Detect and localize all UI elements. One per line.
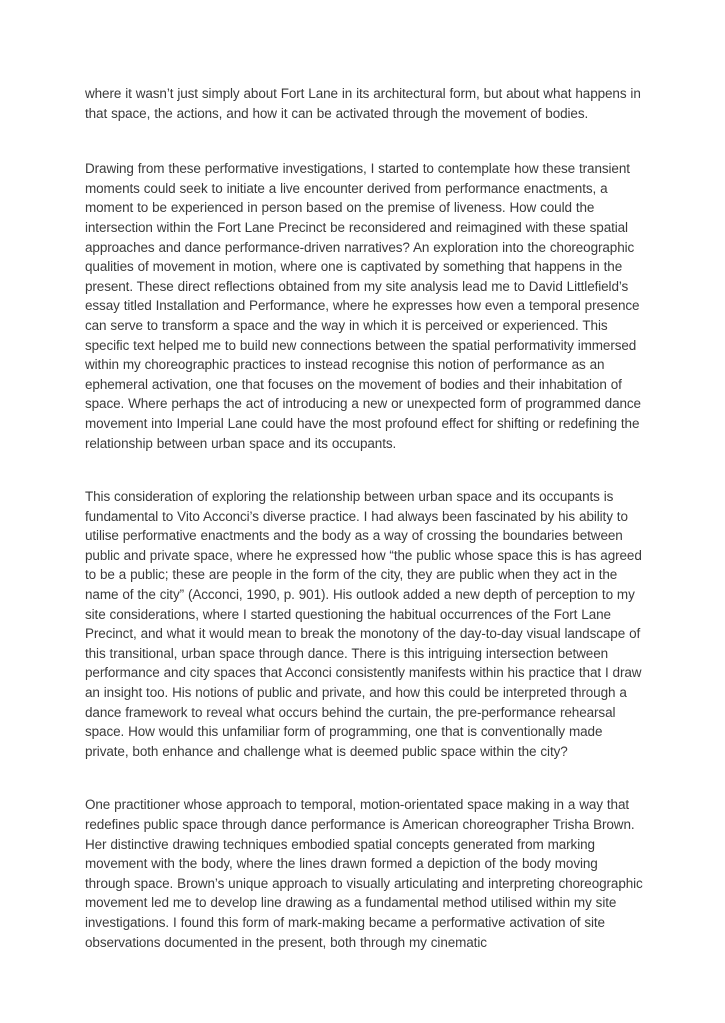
essay-body <box>85 84 643 952</box>
paragraph-trisha-brown: One practitioner whose approach to temporal, motion-orientated space making in a way that redefines public space through dance performance is American choreographer Trisha Brown. Her distinctive drawing techniques embodied spatial concepts generated from marking movement with the body, where the lines drawn formed a depiction of the body moving through space. Brown’s unique approach to visually articulating and interpreting choreographic movement led me to develop line drawing as a fundamental method utilised within my site investigations. I found this form of mark-making became a performative activation of site observations documented in the present, both through my cinematic <box>85 797 643 950</box>
paragraph-fort-lane-continuation: where it wasn’t just simply about Fort Lane in its architectural form, but about what happens in that space, the actions, and how it can be activated through the movement of bodies. <box>85 86 641 121</box>
paragraph-vito-acconci: This consideration of exploring the relationship between urban space and its occupants is fundamental to Vito Acconci’s diverse practice. I had always been fascinated by his ability to utilise performative enactments and the body as a way of crossing the boundaries between public and private space, where he expressed how “the public whose space this is has agreed to be a public; these are people in the form of the city, they are public when they act in the name of the city” (Acconci, 1990, p. 901). His outlook added a new depth of perception to my site considerations, where I started questioning the habitual occurrences of the Fort Lane Precinct, and what it would mean to break the monotony of the day-to-day visual landscape of this transitional, urban space through dance. There is this intriguing intersection between performance and city spaces that Acconci consistently manifests within his practice that I draw an insight too. His notions of public and private, and how this could be interpreted through a dance framework to reveal what occurs behind the curtain, the pre-performance rehearsal space. How would this unfamiliar form of programming, one that is conventionally made private, both enhance and challenge what is deemed public space within the city? <box>85 489 642 759</box>
paragraph-performative-investigations: Drawing from these performative investigations, I started to contemplate how these transient moments could seek to initiate a live encounter derived from performance enactments, a moment to be experienced in person based on the premise of liveness. How could the intersection within the Fort Lane Precinct be reconsidered and reimagined with these spatial approaches and dance performance-driven narratives? An exploration into the choreographic qualities of movement in motion, where one is captivated by something that happens in the present. These direct reflections obtained from my site analysis lead me to David Littlefield’s essay titled Installation and Performance, where he expresses how even a temporal presence can serve to transform a space and the way in which it is perceived or experienced. This specific text helped me to build new connections between the spatial performativity immersed within my choreographic practices to instead recognise this notion of performance as an ephemeral activation, one that focuses on the movement of bodies and their inhabitation of space. Where perhaps the act of introducing a new or unexpected form of programmed dance movement into Imperial Lane could have the most profound effect for shifting or redefining the relationship between urban space and its occupants. <box>85 161 641 451</box>
